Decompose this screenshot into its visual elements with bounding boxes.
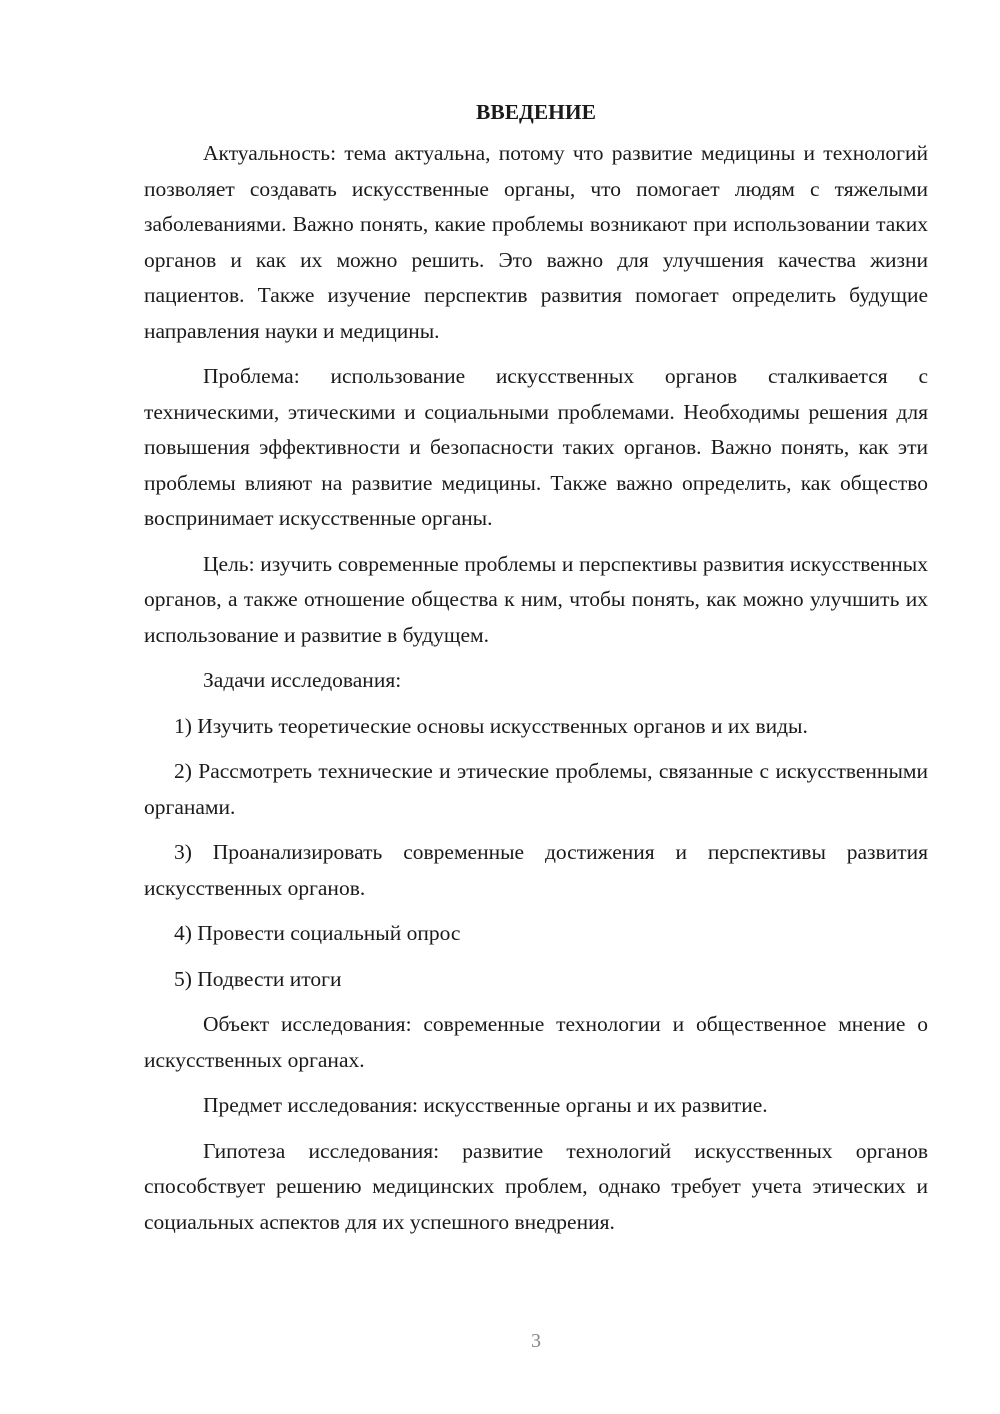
- page-title: ВВЕДЕНИЕ: [476, 100, 596, 124]
- page-content: [144, 96, 928, 1240]
- paragraph-object: Объект исследования: современные технологии и общественное мнение о искусственных органах.: [144, 1012, 928, 1072]
- task-item-3: 3) Проанализировать современные достижения и перспективы развития искусственных органов.: [144, 840, 928, 900]
- paragraph-subject: Предмет исследования: искусственные органы и их развитие.: [203, 1093, 768, 1117]
- paragraph-relevance: Актуальность: тема актуальна, потому что развитие медицины и технологий позволяет создавать искусственные органы, что помогает людям с тяжелыми заболеваниями. Важно понять, какие проблемы возникают при использовании таких органов и как их можно решить. Это важно для улучшения качества жизни пациентов. Также изучение перспектив развития помогает определить будущие направления науки и медицины.: [144, 141, 928, 343]
- task-item-1: 1) Изучить теоретические основы искусственных органов и их виды.: [174, 713, 808, 738]
- page-number: 3: [531, 1330, 541, 1352]
- paragraph-goal: Цель: изучить современные проблемы и перспективы развития искусственных органов, а также отношение общества к ним, чтобы понять, как можно улучшить их использование и развитие в будущем.: [144, 551, 928, 647]
- task-item-4: 4) Провести социальный опрос: [174, 921, 461, 945]
- paragraph-hypothesis: Гипотеза исследования: развитие технологий искусственных органов способствует решению медицинских проблем, однако требует учета этических и социальных аспектов для их успешного внедрения.: [144, 1138, 928, 1234]
- task-item-2: 2) Рассмотреть технические и этические проблемы, связанные с искусственными органами.: [144, 759, 928, 819]
- tasks-title: Задачи исследования:: [203, 668, 402, 692]
- task-item-5: 5) Подвести итоги: [174, 966, 342, 991]
- paragraph-problem: Проблема: использование искусственных органов сталкивается с техническими, этическими и социальными проблемами. Необходимы решения для повышения эффективности и безопасности таких органов. Важно понять, как эти проблемы влияют на развитие медицины. Также важно определить, как общество воспринимает искусственные органы.: [144, 364, 928, 530]
